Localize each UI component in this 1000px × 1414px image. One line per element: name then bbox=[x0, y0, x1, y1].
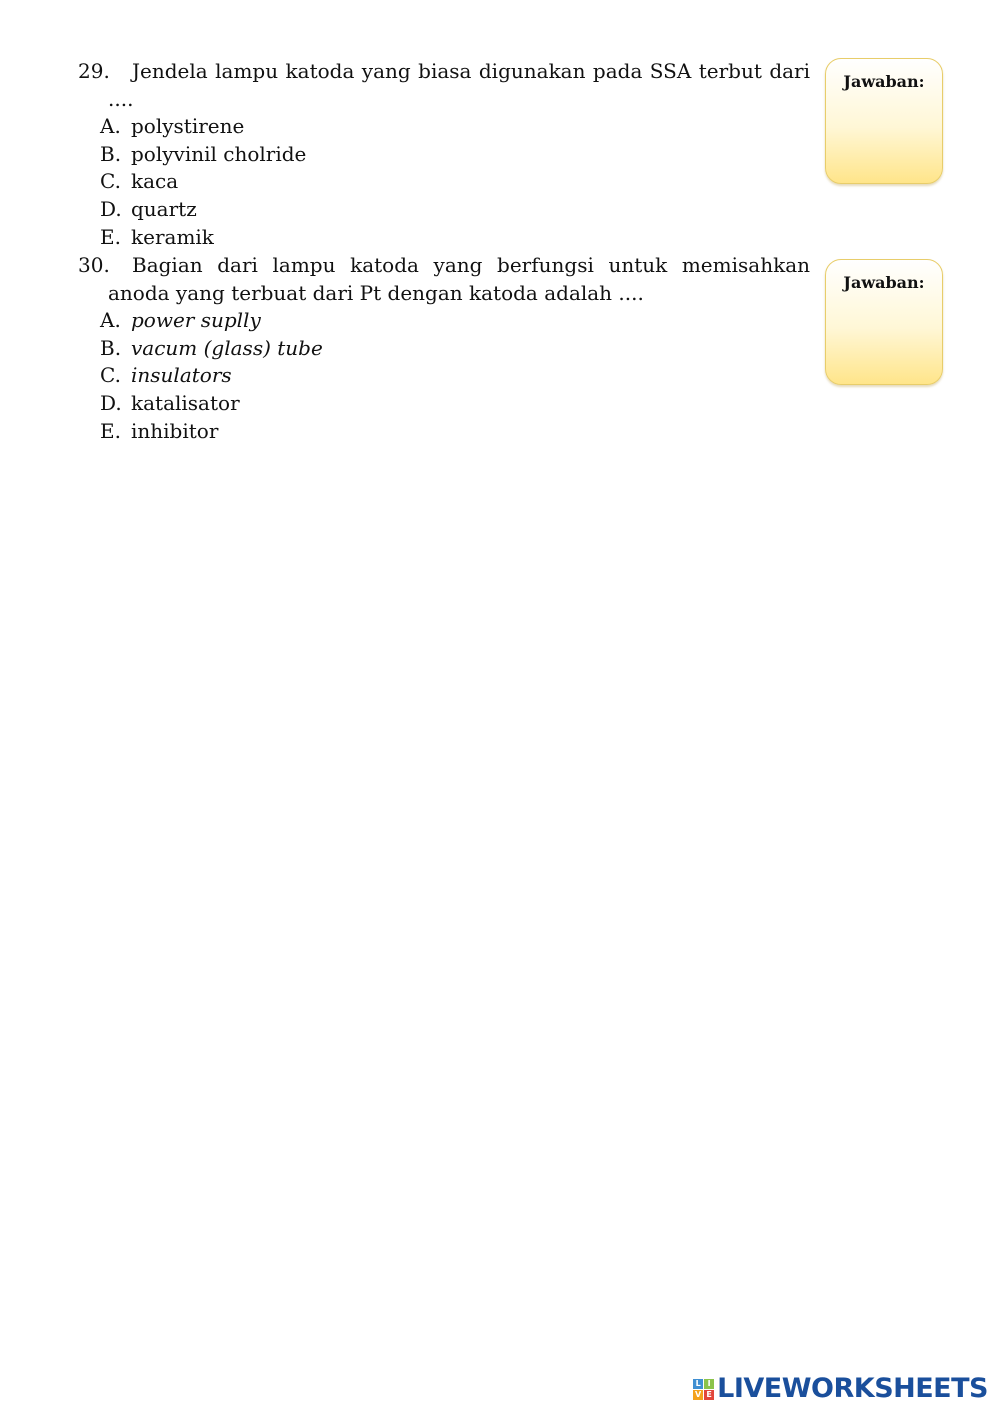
logo-letter-l: L bbox=[693, 1379, 703, 1389]
brand-text: LIVEWORKSHEETS bbox=[717, 1373, 988, 1404]
option-a[interactable] bbox=[100, 307, 810, 335]
question-stem bbox=[78, 58, 810, 113]
option-text: keramik bbox=[131, 224, 214, 249]
option-d[interactable] bbox=[100, 196, 810, 224]
logo-letter-e: E bbox=[704, 1390, 714, 1400]
option-letter: A. bbox=[100, 308, 121, 333]
logo-letter-i: I bbox=[704, 1379, 714, 1389]
option-text: inhibitor bbox=[131, 418, 219, 443]
option-b[interactable] bbox=[100, 335, 810, 363]
question-text: Bagian dari lampu katoda yang berfungsi untuk memisahkan anoda yang terbuat dari Pt dengan katoda adalah .... bbox=[108, 253, 810, 305]
question-text: Jendela lampu katoda yang biasa digunakan pada SSA terbut dari .... bbox=[108, 59, 810, 111]
option-text: katalisator bbox=[131, 390, 240, 415]
option-letter: C. bbox=[100, 169, 121, 194]
option-b[interactable] bbox=[100, 141, 810, 169]
option-letter: D. bbox=[100, 390, 122, 415]
option-letter: D. bbox=[100, 196, 122, 221]
option-letter: A. bbox=[100, 114, 121, 139]
option-d[interactable] bbox=[100, 390, 810, 418]
option-text: quartz bbox=[131, 196, 197, 221]
option-letter: B. bbox=[100, 141, 122, 166]
liveworksheets-logo-icon bbox=[693, 1379, 714, 1400]
answer-label: Jawaban: bbox=[843, 273, 925, 292]
option-letter: B. bbox=[100, 335, 122, 360]
option-e[interactable] bbox=[100, 418, 810, 446]
option-c[interactable] bbox=[100, 168, 810, 196]
question-30 bbox=[78, 252, 810, 445]
question-number: 29. bbox=[78, 59, 110, 83]
answer-label: Jawaban: bbox=[843, 72, 925, 91]
answer-box-29[interactable] bbox=[825, 58, 943, 184]
logo-letter-v: V bbox=[695, 1389, 702, 1399]
option-text: vacum (glass) tube bbox=[131, 335, 323, 360]
option-text: insulators bbox=[131, 363, 232, 388]
option-letter: E. bbox=[100, 418, 121, 443]
option-e[interactable] bbox=[100, 224, 810, 252]
option-text: polystirene bbox=[131, 114, 245, 139]
question-number: 30. bbox=[78, 253, 110, 277]
option-letter: C. bbox=[100, 363, 121, 388]
option-c[interactable] bbox=[100, 362, 810, 390]
option-text: polyvinil cholride bbox=[131, 141, 307, 166]
answer-box-30[interactable] bbox=[825, 259, 943, 385]
question-29 bbox=[78, 58, 810, 251]
option-list bbox=[78, 307, 810, 445]
option-text: power suplly bbox=[131, 308, 261, 333]
option-letter: E. bbox=[100, 224, 121, 249]
question-stem bbox=[78, 252, 810, 307]
option-text: kaca bbox=[131, 169, 179, 194]
option-list bbox=[78, 113, 810, 251]
liveworksheets-brand bbox=[693, 1374, 988, 1404]
option-a[interactable] bbox=[100, 113, 810, 141]
